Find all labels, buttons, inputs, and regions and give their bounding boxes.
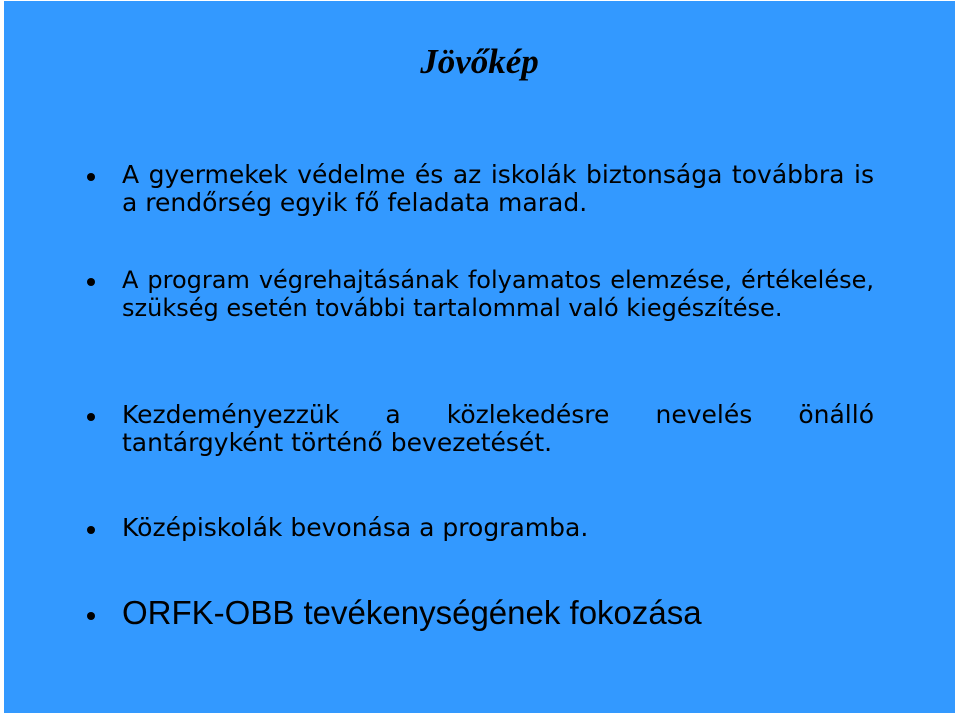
bullet-dot-icon [87, 612, 95, 620]
bullet-dot-icon [87, 526, 95, 534]
bullet-text: A gyermekek védelme és az iskolák biztonsága továbbra is a rendőrség egyik fő feladata marad. [122, 160, 874, 217]
slide [4, 1, 955, 713]
bullet-text: Kezdeményezzük a közlekedésre nevelés önálló tantárgyként történő bevezetését. [122, 400, 874, 457]
bullet-text: A program végrehajtásának folyamatos elemzése, értékelése, szükség esetén további tartalommal való kiegészítése. [122, 266, 874, 322]
slide-title: Jövőkép [420, 42, 539, 81]
bullet-dot-icon [87, 173, 95, 181]
bullet-dot-icon [87, 278, 95, 286]
bullet-text: Középiskolák bevonása a programba. [122, 513, 589, 542]
bullet-text: ORFK-OBB tevékenységének fokozása [122, 594, 702, 631]
bullet-dot-icon [87, 413, 95, 421]
